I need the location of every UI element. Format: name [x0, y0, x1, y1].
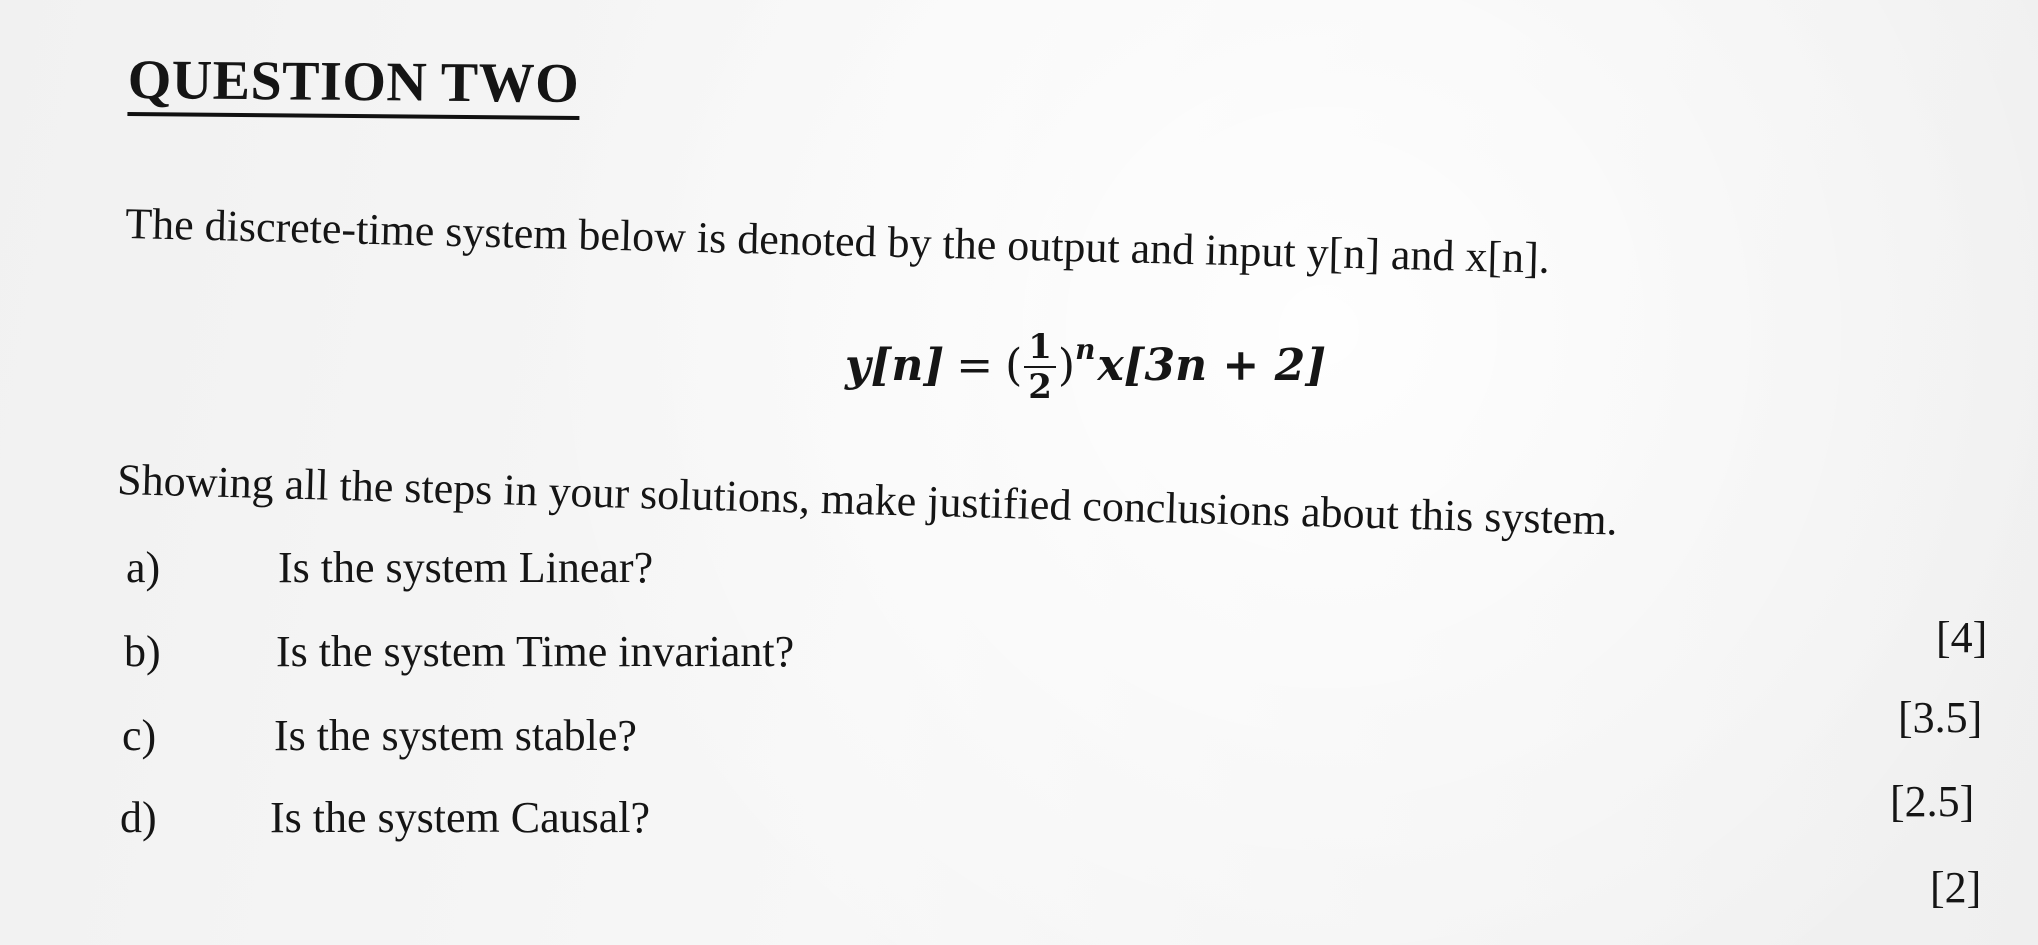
question-heading — [127, 48, 579, 116]
question-c-text: Is the system stable? — [274, 711, 637, 760]
question-d-text: Is the system Causal? — [270, 793, 651, 842]
equation-fraction — [1024, 327, 1056, 407]
equation-exponent: n — [1075, 332, 1096, 366]
equation-equals: = — [956, 339, 994, 391]
mark-c: [2.5] — [1890, 777, 1975, 826]
equation-rhs: x[3n + 2] — [1097, 339, 1327, 391]
question-b-text: Is the system Time invariant? — [276, 627, 795, 676]
fraction-denominator: 2 — [1028, 367, 1052, 407]
mark-d: [2] — [1930, 863, 1982, 912]
equation-lhs: y[n] — [845, 339, 945, 391]
instruction-paragraph: Showing all the steps in your solutions, make justified conclusions about this system. — [116, 454, 1619, 545]
question-d-letter: d) — [120, 793, 157, 842]
intro-paragraph: The discrete-time system below is denoted by the output and input y[n] and x[n]. — [124, 198, 1551, 283]
question-a-text: Is the system Linear? — [278, 543, 654, 592]
mark-b: [3.5] — [1898, 693, 1983, 742]
question-heading-text: QUESTION TWO — [127, 49, 579, 120]
system-equation — [845, 327, 1327, 407]
question-b-letter: b) — [124, 627, 161, 676]
question-c-letter: c) — [122, 711, 157, 760]
mark-a: [4] — [1936, 613, 1988, 662]
fraction-numerator: 1 — [1024, 330, 1056, 368]
question-a-letter: a) — [126, 543, 161, 592]
equation-open-paren: ( — [1005, 339, 1023, 391]
equation-close-paren: ) — [1057, 339, 1076, 391]
